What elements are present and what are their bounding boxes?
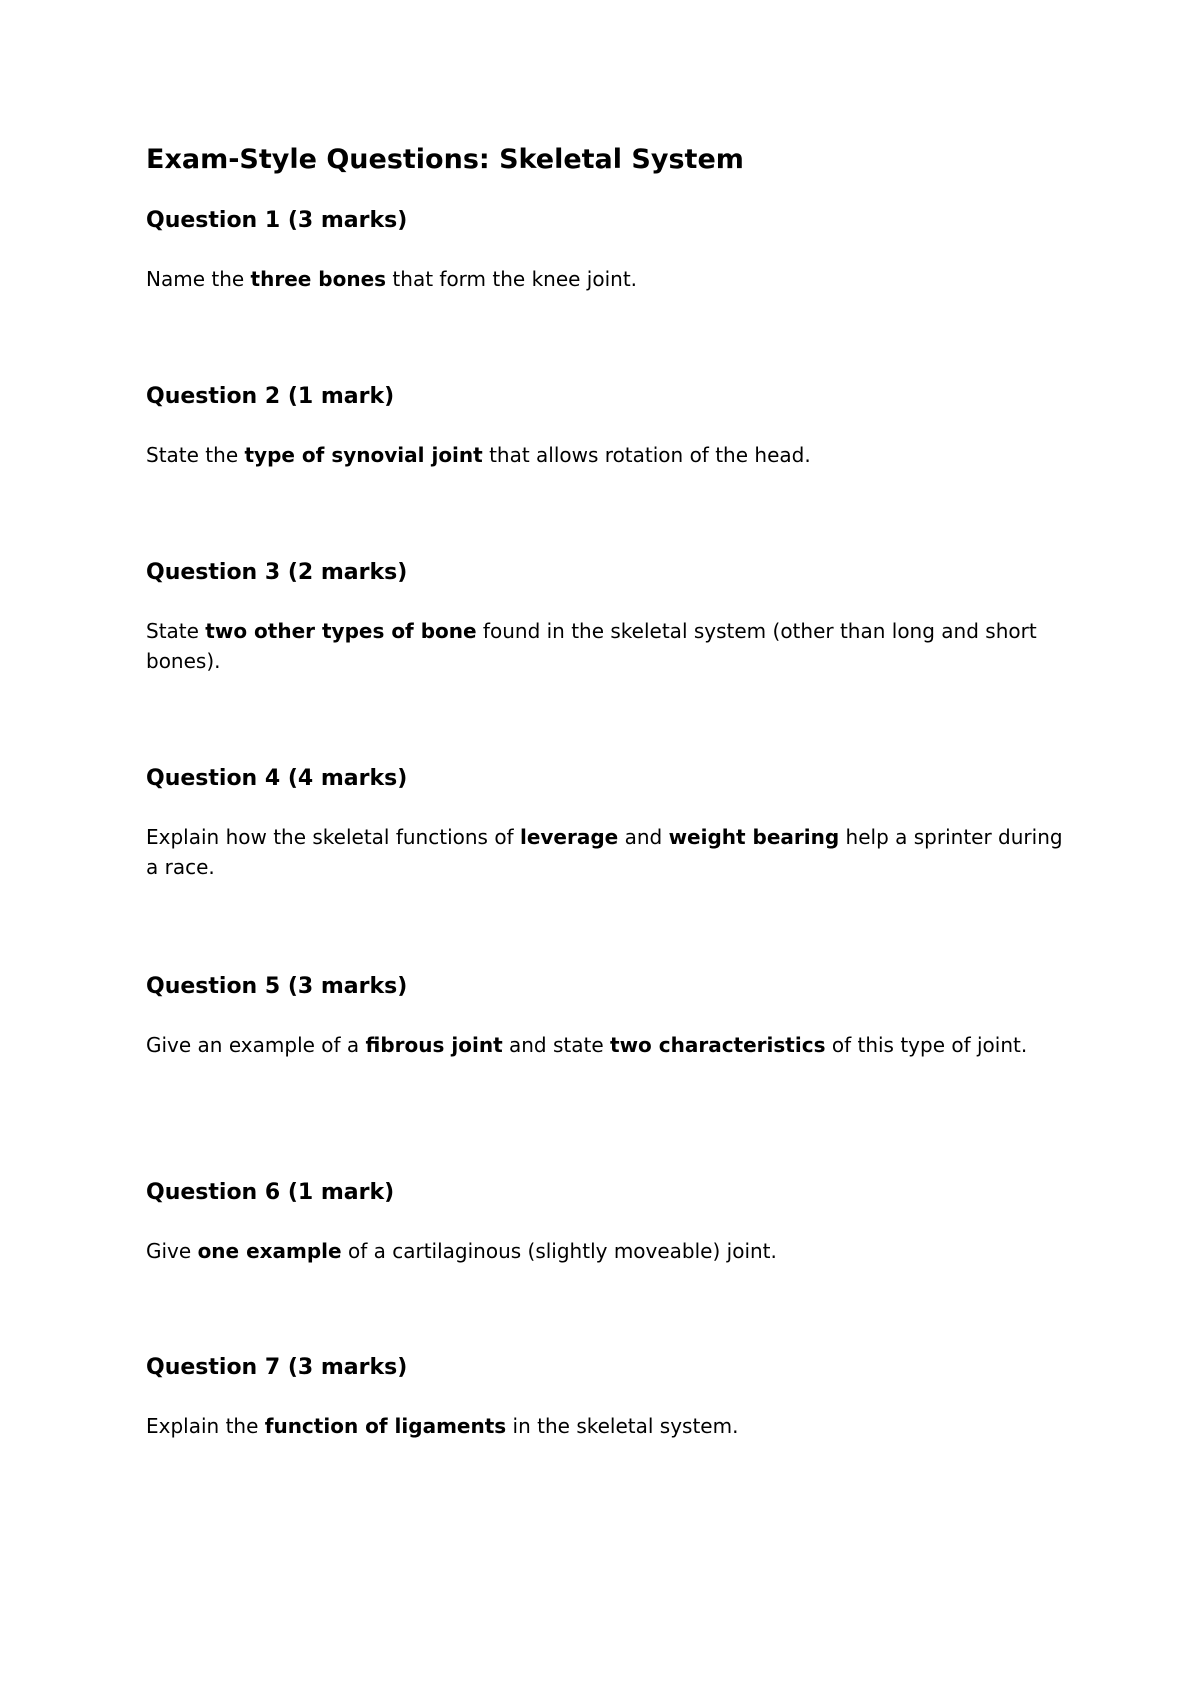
question-keyword: two characteristics	[610, 1033, 826, 1057]
question-text	[146, 616, 1066, 676]
question-text-part: and	[618, 825, 669, 849]
question-text-part: Give	[146, 1239, 198, 1263]
question-keyword: one example	[197, 1239, 342, 1263]
question-heading: Question 1 (3 marks)	[146, 208, 408, 233]
question-text	[146, 1236, 1066, 1266]
question-heading: Question 5 (3 marks)	[146, 974, 408, 999]
question-text-part: State	[146, 619, 206, 643]
question-heading: Question 4 (4 marks)	[146, 766, 408, 791]
question-text-part: of this type of joint.	[825, 1033, 1028, 1057]
question-text-part: that form the knee joint.	[386, 267, 638, 291]
question-keyword: type of synovial joint	[244, 443, 483, 467]
question-text-part: Explain how the skeletal functions of	[146, 825, 520, 849]
question-text-part: that allows rotation of the head.	[482, 443, 811, 467]
question-text-part: Name the	[146, 267, 251, 291]
question-heading: Question 2 (1 mark)	[146, 384, 395, 409]
question-keyword: weight bearing	[668, 825, 840, 849]
question-keyword: function of ligaments	[264, 1414, 507, 1438]
question-5	[146, 972, 1066, 1060]
question-4	[146, 764, 1066, 882]
question-text	[146, 822, 1066, 882]
question-text-part: in the skeletal system.	[506, 1414, 739, 1438]
question-heading: Question 6 (1 mark)	[146, 1180, 395, 1205]
question-text-part: State the	[146, 443, 245, 467]
question-text	[146, 264, 1066, 294]
question-text	[146, 1030, 1066, 1060]
question-keyword: two other types of bone	[205, 619, 477, 643]
question-keyword: leverage	[519, 825, 619, 849]
question-text-part: found in the skeletal system (other than long and short bones).	[146, 619, 1037, 673]
document-title: Exam-Style Questions: Skeletal System	[146, 144, 744, 175]
question-text-part: help a sprinter during a race.	[146, 825, 1063, 879]
question-keyword: three bones	[250, 267, 387, 291]
question-1	[146, 206, 1066, 294]
question-text	[146, 440, 1066, 470]
question-text-part: and state	[502, 1033, 611, 1057]
question-text-part: Give an example of a	[146, 1033, 366, 1057]
question-keyword: fibrous joint	[365, 1033, 503, 1057]
question-3	[146, 558, 1066, 676]
question-heading: Question 3 (2 marks)	[146, 560, 408, 585]
question-heading: Question 7 (3 marks)	[146, 1355, 408, 1380]
question-7	[146, 1353, 1066, 1441]
question-2	[146, 382, 1066, 470]
question-text-part: of a cartilaginous (slightly moveable) joint.	[341, 1239, 777, 1263]
question-6	[146, 1178, 1066, 1266]
question-text-part: Explain the	[146, 1414, 265, 1438]
question-text	[146, 1411, 1066, 1441]
